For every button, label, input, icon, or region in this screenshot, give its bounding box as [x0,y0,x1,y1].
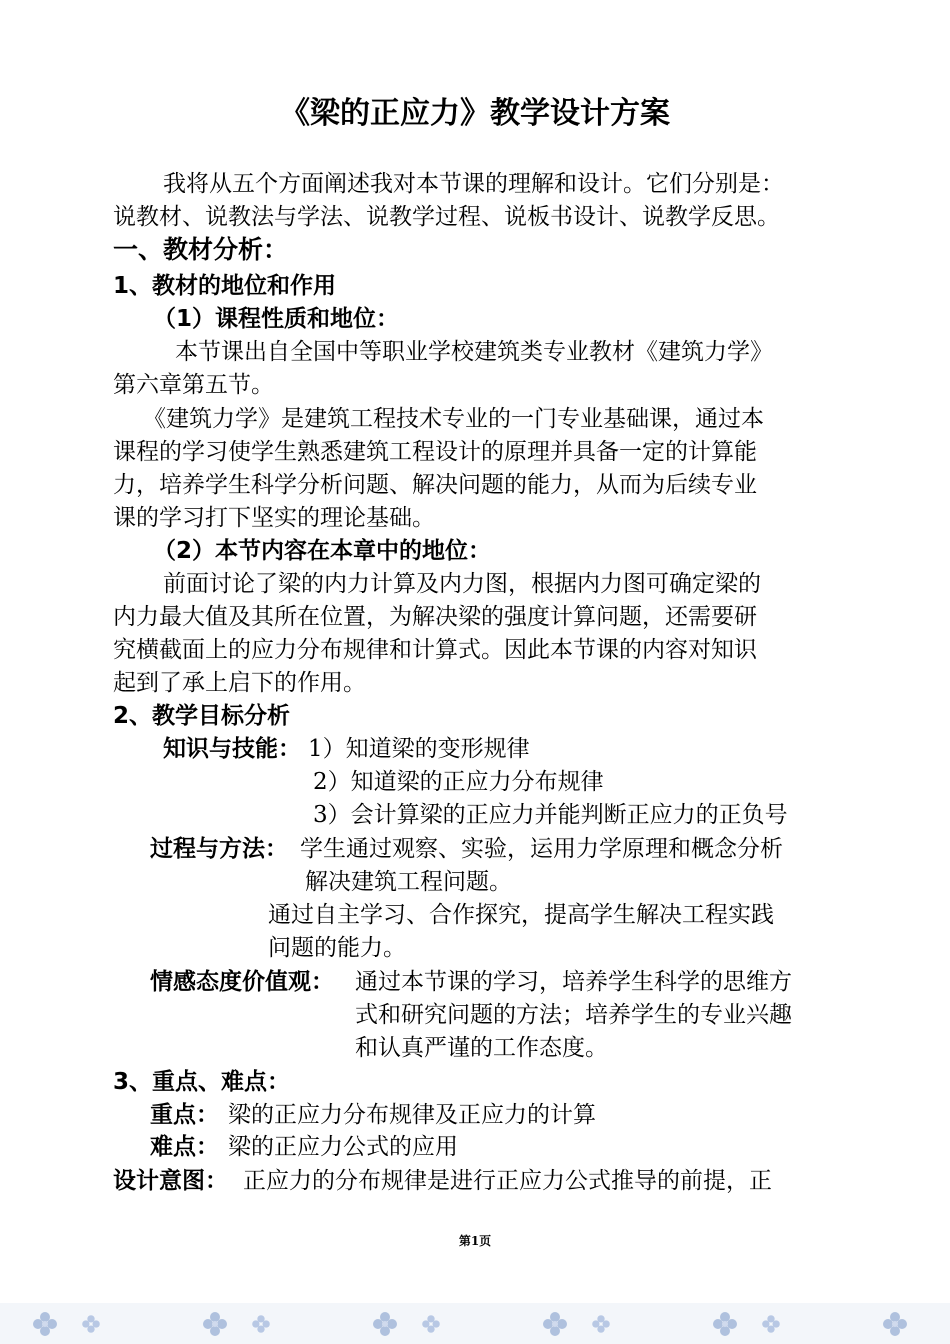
paragraph-3-line-2: 内力最大值及其所在位置，为解决梁的强度计算问题，还需要研 [113,604,757,630]
emotion-label: 情感态度价值观： [150,969,334,995]
emotion-line-1: 通过本节课的学习，培养学生科学的思维方 [355,969,792,995]
subheading-2: 2、教学目标分析 [113,703,291,729]
document-title: 《梁的正应力》教学设计方案 [280,96,670,131]
flower-icon [370,1309,400,1339]
paragraph-3-line-4: 起到了承上启下的作用。 [113,670,366,696]
intent-text: 正应力的分布规律是进行正应力公式推导的前提，正 [243,1168,772,1194]
emotion-line-2: 式和研究问题的方法；培养学生的专业兴趣 [355,1002,792,1028]
flower-icon [80,1313,102,1335]
paragraph-2-line-2: 课程的学习使学生熟悉建筑工程设计的原理并具备一定的计算能 [113,439,757,465]
flower-icon [760,1313,782,1335]
intent-label: 设计意图： [113,1168,228,1194]
process-line-4: 问题的能力。 [268,935,406,961]
subheading-1-1: （1）课程性质和地位： [153,306,400,332]
process-line-1: 学生通过观察、实验，运用力学原理和概念分析 [300,836,783,862]
subheading-3: 3、重点、难点： [113,1069,291,1095]
knowledge-item-3: 3）会计算梁的正应力并能判断正应力的正负号 [313,802,788,828]
knowledge-item-1: 1）知道梁的变形规律 [308,736,530,762]
process-line-3: 通过自主学习、合作探究，提高学生解决工程实践 [268,902,774,928]
flower-icon [250,1313,272,1335]
process-line-2: 解决建筑工程问题。 [305,869,512,895]
paragraph-1-line-2: 第六章第五节。 [113,372,274,398]
key-label: 重点： [150,1102,219,1128]
paragraph-2-line-1: 《建筑力学》是建筑工程技术专业的一门专业基础课，通过本 [143,406,764,432]
knowledge-label: 知识与技能： [163,736,301,762]
flower-icon [710,1309,740,1339]
difficulty-text: 梁的正应力公式的应用 [228,1134,458,1160]
key-text: 梁的正应力分布规律及正应力的计算 [228,1102,596,1128]
knowledge-item-2: 2）知道梁的正应力分布规律 [313,769,604,795]
flower-icon [200,1309,230,1339]
subheading-1-2: （2）本节内容在本章中的地位： [153,538,492,564]
process-label: 过程与方法： [150,836,288,862]
flower-icon [590,1313,612,1335]
flower-icon [420,1313,442,1335]
difficulty-label: 难点： [150,1134,219,1160]
intro-line-2: 说教材、说教法与学法、说教学过程、说板书设计、说教学反思。 [113,204,780,230]
flower-icon [30,1309,60,1339]
paragraph-2-line-4: 课的学习打下坚实的理论基础。 [113,505,435,531]
subheading-1: 1、教材的地位和作用 [113,273,337,299]
paragraph-3-line-3: 究横截面上的应力分布规律和计算式。因此本节课的内容对知识 [113,637,757,663]
section-heading-1: 一、教材分析： [113,235,289,264]
emotion-line-3: 和认真严谨的工作态度。 [355,1035,608,1061]
paragraph-2-line-3: 力，培养学生科学分析问题、解决问题的能力，从而为后续专业 [113,472,757,498]
flower-icon [540,1309,570,1339]
intro-line-1: 我将从五个方面阐述我对本节课的理解和设计。它们分别是： [163,171,784,197]
flower-icon [880,1309,910,1339]
paragraph-1-line-1: 本节课出自全国中等职业学校建筑类专业教材《建筑力学》 [175,339,773,365]
decorative-border [0,1303,950,1344]
page-number: 第1页 [458,1234,492,1248]
paragraph-3-line-1: 前面讨论了梁的内力计算及内力图，根据内力图可确定梁的 [163,571,761,597]
